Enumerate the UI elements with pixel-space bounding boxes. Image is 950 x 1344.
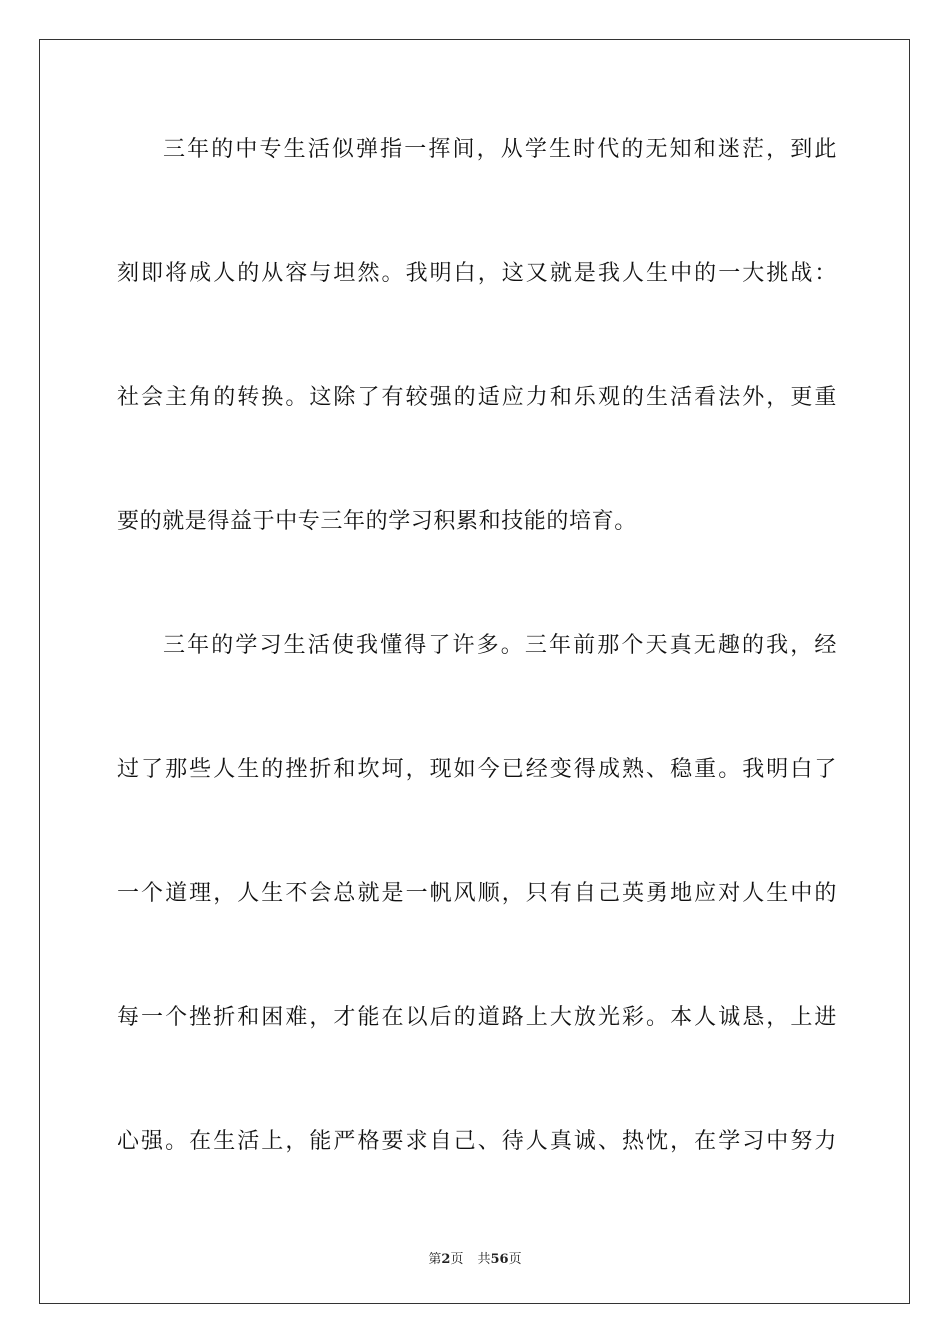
text-line-9: 心强。在生活上，能严格要求自己、待人真诚、热忱，在学习中努力 (117, 1129, 837, 1154)
text-line-7: 一个道理，人生不会总就是一帆风顺，只有自己英勇地应对人生中的 (117, 881, 837, 906)
text-line-3: 社会主角的转换。这除了有较强的适应力和乐观的生活看法外，更重 (117, 385, 837, 410)
text-line-8: 每一个挫折和困难，才能在以后的道路上大放光彩。本人诚恳，上进 (117, 1005, 837, 1030)
footer-page-number: 2 (441, 1252, 451, 1267)
footer-total-pages: 56 (490, 1252, 509, 1267)
page-footer (0, 1248, 950, 1267)
text-line-1: 三年的中专生活似弹指一挥间，从学生时代的无知和迷茫，到此 (163, 137, 837, 162)
footer-page-suffix: 页 (450, 1252, 464, 1267)
footer-total-suffix: 页 (508, 1252, 522, 1267)
page-border (39, 39, 910, 1304)
footer-total-prefix: 共 (477, 1252, 491, 1267)
text-line-5: 三年的学习生活使我懂得了许多。三年前那个天真无趣的我，经 (163, 633, 837, 658)
text-line-2: 刻即将成人的从容与坦然。我明白，这又就是我人生中的一大挑战： (117, 261, 837, 286)
text-line-6: 过了那些人生的挫折和坎坷，现如今已经变得成熟、稳重。我明白了 (117, 757, 837, 782)
text-line-4: 要的就是得益于中专三年的学习积累和技能的培育。 (117, 509, 637, 534)
footer-page-prefix: 第 (428, 1252, 442, 1267)
